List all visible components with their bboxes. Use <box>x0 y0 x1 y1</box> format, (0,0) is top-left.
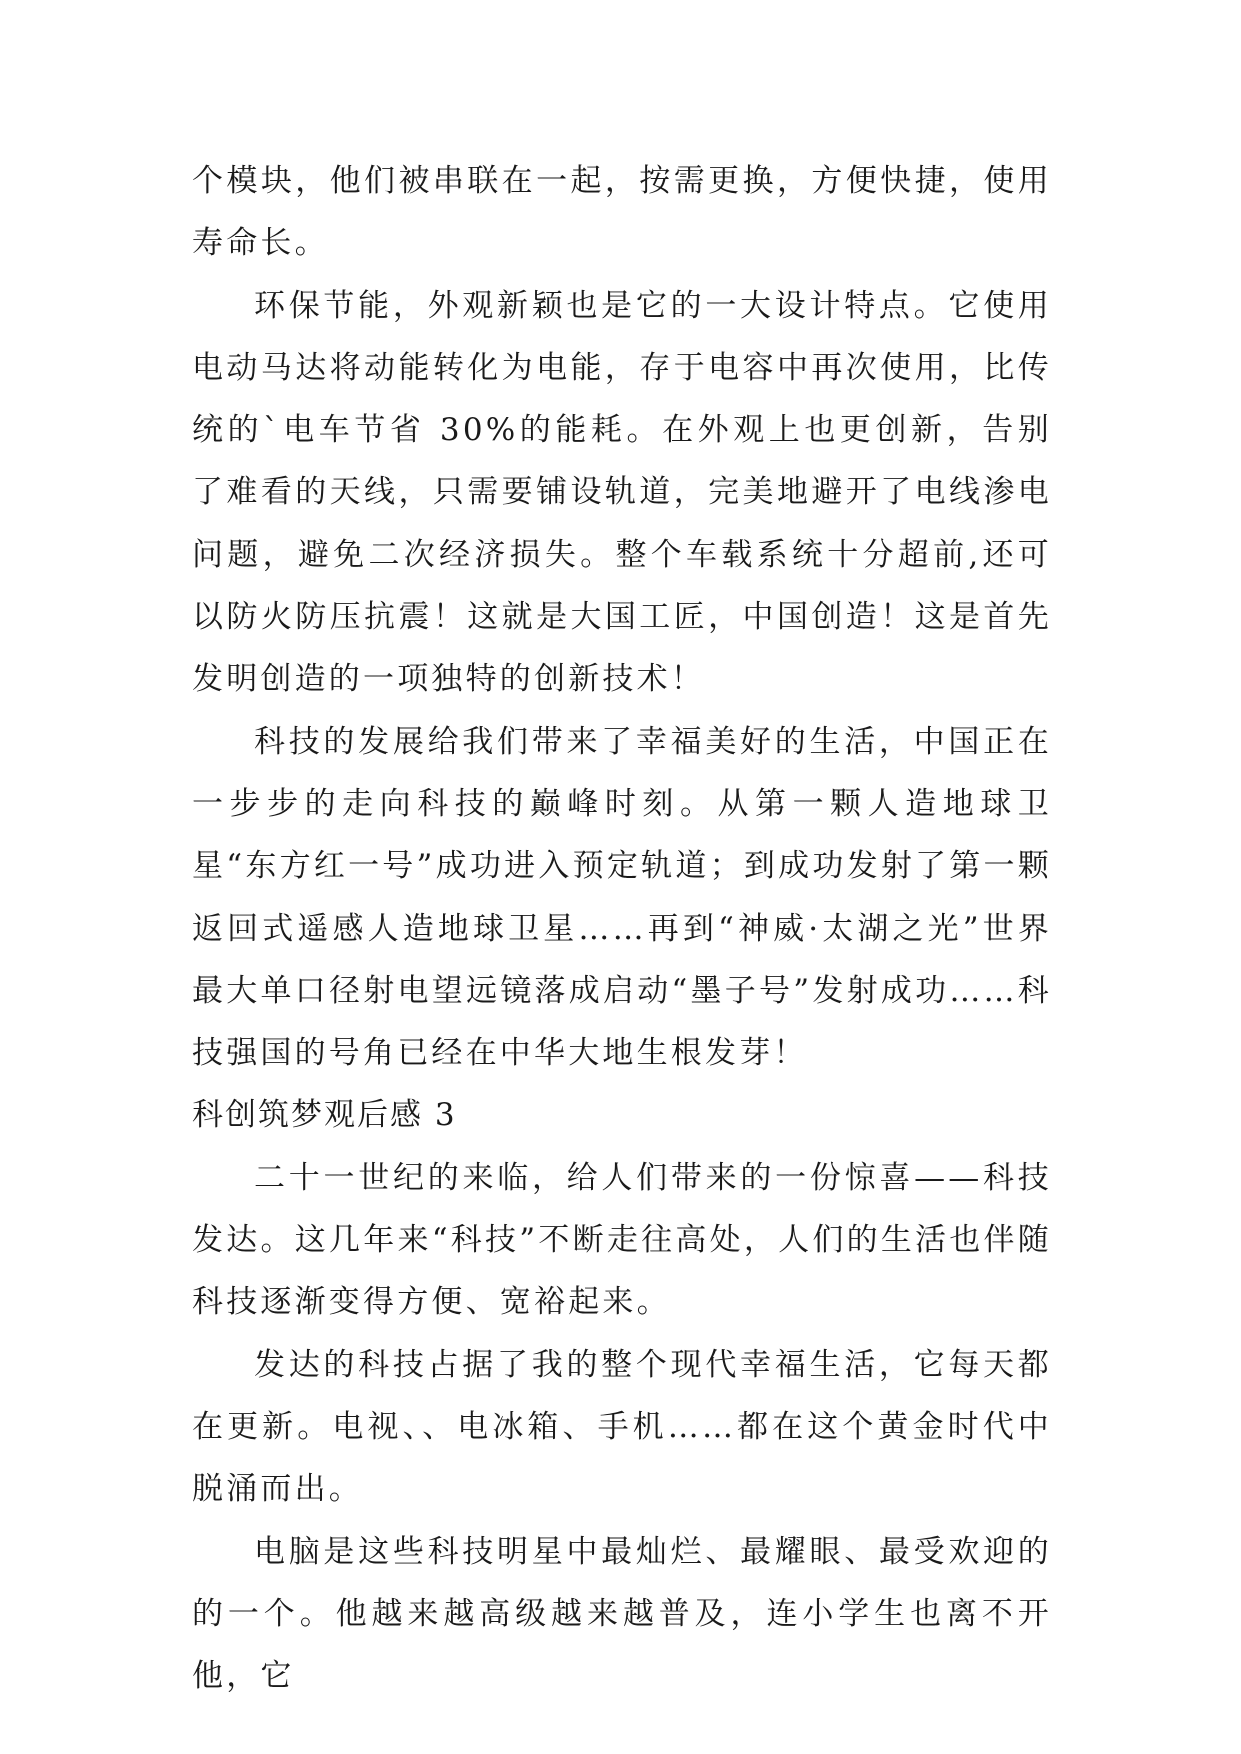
section-paragraph-3: 电脑是这些科技明星中最灿烂、最耀眼、最受欢迎的的一个。他越来越高级越来越普及，连小学生也离不开他，它 <box>192 1533 1052 1695</box>
section-heading: 科创筑梦观后感 3 <box>192 1097 457 1134</box>
paragraph-3: 科技的发展给我们带来了幸福美好的生活，中国正在一步步的走向科技的巅峰时刻。从第一颗人造地球卫星“东方红一号”成功进入预定轨道；到成功发射了第一颗返回式遥感人造地球卫星……再到“神威·太湖之光”世界最大单口径射电望远镜落成启动“墨子号”发射成功……科技强国的号角已经在中华大地生根发芽！ <box>192 723 1052 1072</box>
document-body <box>192 150 1052 1707</box>
section-paragraph-1: 二十一世纪的来临，给人们带来的一份惊喜——科技发达。这几年来“科技”不断走往高处，人们的生活也伴随科技逐渐变得方便、宽裕起来。 <box>192 1159 1052 1321</box>
paragraph-1: 个模块，他们被串联在一起，按需更换，方便快捷，使用寿命长。 <box>192 163 1052 262</box>
paragraph-2: 环保节能，外观新颖也是它的一大设计特点。它使用电动马达将动能转化为电能，存于电容中再次使用，比传统的`电车节省 30%的能耗。在外观上也更创新，告别了难看的天线，只需要铺设轨道，完美地避开了电线渗电问题，避免二次经济损失。整个车载系统十分超前,还可以防火防压抗震！这就是大国工匠，中国创造！这是首先发明创造的一项独特的创新技术！ <box>192 287 1052 698</box>
section-paragraph-2: 发达的科技占据了我的整个现代幸福生活，它每天都在更新。电视、、电冰箱、手机……都在这个黄金时代中脱涌而出。 <box>192 1346 1052 1508</box>
